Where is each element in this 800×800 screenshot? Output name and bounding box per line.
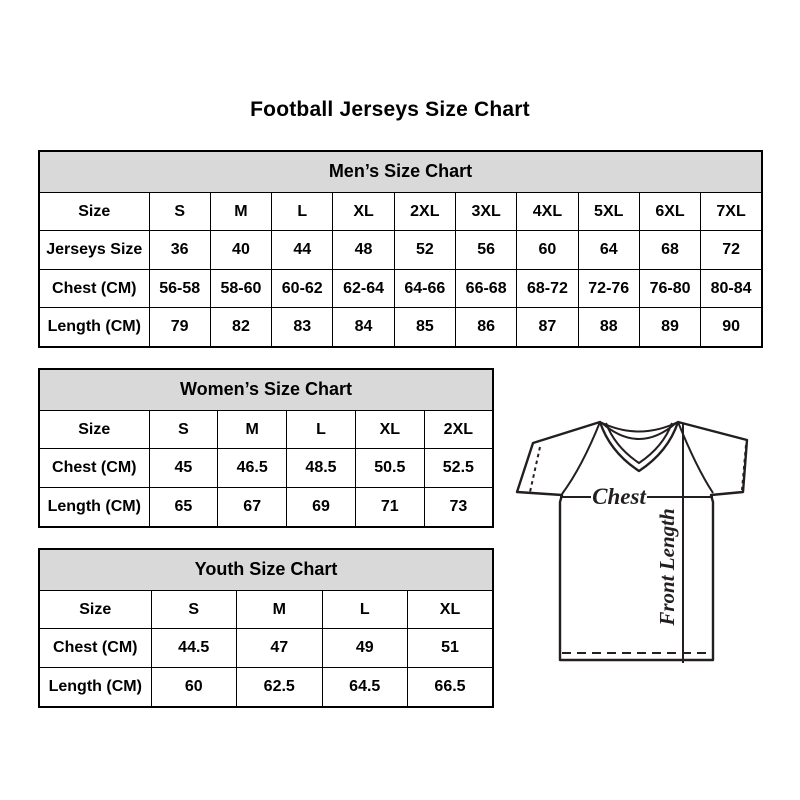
value-cell: L bbox=[272, 193, 333, 231]
value-cell: 72 bbox=[701, 231, 762, 269]
value-cell: 60 bbox=[517, 231, 578, 269]
value-cell: 6XL bbox=[639, 193, 700, 231]
value-cell: 3XL bbox=[455, 193, 516, 231]
table-row bbox=[39, 667, 493, 707]
row-label-cell: Chest (CM) bbox=[39, 269, 149, 307]
table-row bbox=[39, 231, 762, 269]
value-cell: 65 bbox=[149, 487, 218, 527]
value-cell: 4XL bbox=[517, 193, 578, 231]
value-cell: S bbox=[149, 193, 210, 231]
value-cell: 56-58 bbox=[149, 269, 210, 307]
value-cell: 45 bbox=[149, 449, 218, 487]
value-cell: 60-62 bbox=[272, 269, 333, 307]
value-cell: 44 bbox=[272, 231, 333, 269]
front-length-label: Front Length bbox=[655, 508, 679, 626]
value-cell: 64 bbox=[578, 231, 639, 269]
value-cell: 64-66 bbox=[394, 269, 455, 307]
value-cell: 2XL bbox=[424, 411, 493, 449]
value-cell: 69 bbox=[287, 487, 356, 527]
value-cell: 5XL bbox=[578, 193, 639, 231]
table-title: Youth Size Chart bbox=[39, 549, 493, 591]
table-title: Women’s Size Chart bbox=[39, 369, 493, 411]
value-cell: 90 bbox=[701, 308, 762, 347]
value-cell: 47 bbox=[237, 629, 323, 667]
table-title-row bbox=[39, 369, 493, 411]
table-title-row bbox=[39, 549, 493, 591]
value-cell: 7XL bbox=[701, 193, 762, 231]
value-cell: 48.5 bbox=[287, 449, 356, 487]
value-cell: 71 bbox=[355, 487, 424, 527]
table-row bbox=[39, 193, 762, 231]
jersey-diagram-svg bbox=[500, 395, 775, 680]
value-cell: 52 bbox=[394, 231, 455, 269]
value-cell: 50.5 bbox=[355, 449, 424, 487]
value-cell: S bbox=[151, 591, 237, 629]
value-cell: 79 bbox=[149, 308, 210, 347]
table-title: Men’s Size Chart bbox=[39, 151, 762, 193]
value-cell: 36 bbox=[149, 231, 210, 269]
value-cell: 86 bbox=[455, 308, 516, 347]
row-label-cell: Size bbox=[39, 591, 151, 629]
value-cell: 89 bbox=[639, 308, 700, 347]
row-label-cell: Size bbox=[39, 411, 149, 449]
value-cell: 44.5 bbox=[151, 629, 237, 667]
row-label-cell: Size bbox=[39, 193, 149, 231]
value-cell: 64.5 bbox=[322, 667, 408, 707]
table-title-row bbox=[39, 151, 762, 193]
value-cell: L bbox=[287, 411, 356, 449]
value-cell: 60 bbox=[151, 667, 237, 707]
value-cell: 66.5 bbox=[408, 667, 494, 707]
value-cell: 80-84 bbox=[701, 269, 762, 307]
value-cell: 82 bbox=[210, 308, 271, 347]
value-cell: 73 bbox=[424, 487, 493, 527]
womens-size-table bbox=[38, 368, 494, 528]
value-cell: 56 bbox=[455, 231, 516, 269]
jersey-measurement-diagram bbox=[500, 395, 775, 680]
value-cell: 46.5 bbox=[218, 449, 287, 487]
value-cell: S bbox=[149, 411, 218, 449]
value-cell: 83 bbox=[272, 308, 333, 347]
value-cell: 87 bbox=[517, 308, 578, 347]
value-cell: 62-64 bbox=[333, 269, 394, 307]
value-cell: 76-80 bbox=[639, 269, 700, 307]
table-row bbox=[39, 449, 493, 487]
value-cell: 2XL bbox=[394, 193, 455, 231]
table-row bbox=[39, 629, 493, 667]
row-label-cell: Length (CM) bbox=[39, 308, 149, 347]
value-cell: XL bbox=[333, 193, 394, 231]
value-cell: M bbox=[210, 193, 271, 231]
value-cell: 72-76 bbox=[578, 269, 639, 307]
value-cell: 49 bbox=[322, 629, 408, 667]
value-cell: 51 bbox=[408, 629, 494, 667]
value-cell: M bbox=[237, 591, 323, 629]
value-cell: 68 bbox=[639, 231, 700, 269]
value-cell: 48 bbox=[333, 231, 394, 269]
value-cell: 68-72 bbox=[517, 269, 578, 307]
table-row bbox=[39, 269, 762, 307]
table-row bbox=[39, 591, 493, 629]
value-cell: 58-60 bbox=[210, 269, 271, 307]
row-label-cell: Length (CM) bbox=[39, 487, 149, 527]
mens-size-table bbox=[38, 150, 763, 348]
table-row bbox=[39, 487, 493, 527]
value-cell: M bbox=[218, 411, 287, 449]
row-label-cell: Length (CM) bbox=[39, 667, 151, 707]
value-cell: 52.5 bbox=[424, 449, 493, 487]
page-title: Football Jerseys Size Chart bbox=[250, 98, 530, 121]
value-cell: 84 bbox=[333, 308, 394, 347]
value-cell: L bbox=[322, 591, 408, 629]
table-row bbox=[39, 411, 493, 449]
row-label-cell: Chest (CM) bbox=[39, 629, 151, 667]
value-cell: 85 bbox=[394, 308, 455, 347]
value-cell: 40 bbox=[210, 231, 271, 269]
youth-size-table bbox=[38, 548, 494, 708]
value-cell: XL bbox=[408, 591, 494, 629]
left-sleeve-stitch-line bbox=[530, 447, 540, 492]
value-cell: 88 bbox=[578, 308, 639, 347]
value-cell: 67 bbox=[218, 487, 287, 527]
value-cell: XL bbox=[355, 411, 424, 449]
value-cell: 66-68 bbox=[455, 269, 516, 307]
row-label-cell: Jerseys Size bbox=[39, 231, 149, 269]
value-cell: 62.5 bbox=[237, 667, 323, 707]
table-row bbox=[39, 308, 762, 347]
chest-label: Chest bbox=[592, 484, 646, 509]
row-label-cell: Chest (CM) bbox=[39, 449, 149, 487]
